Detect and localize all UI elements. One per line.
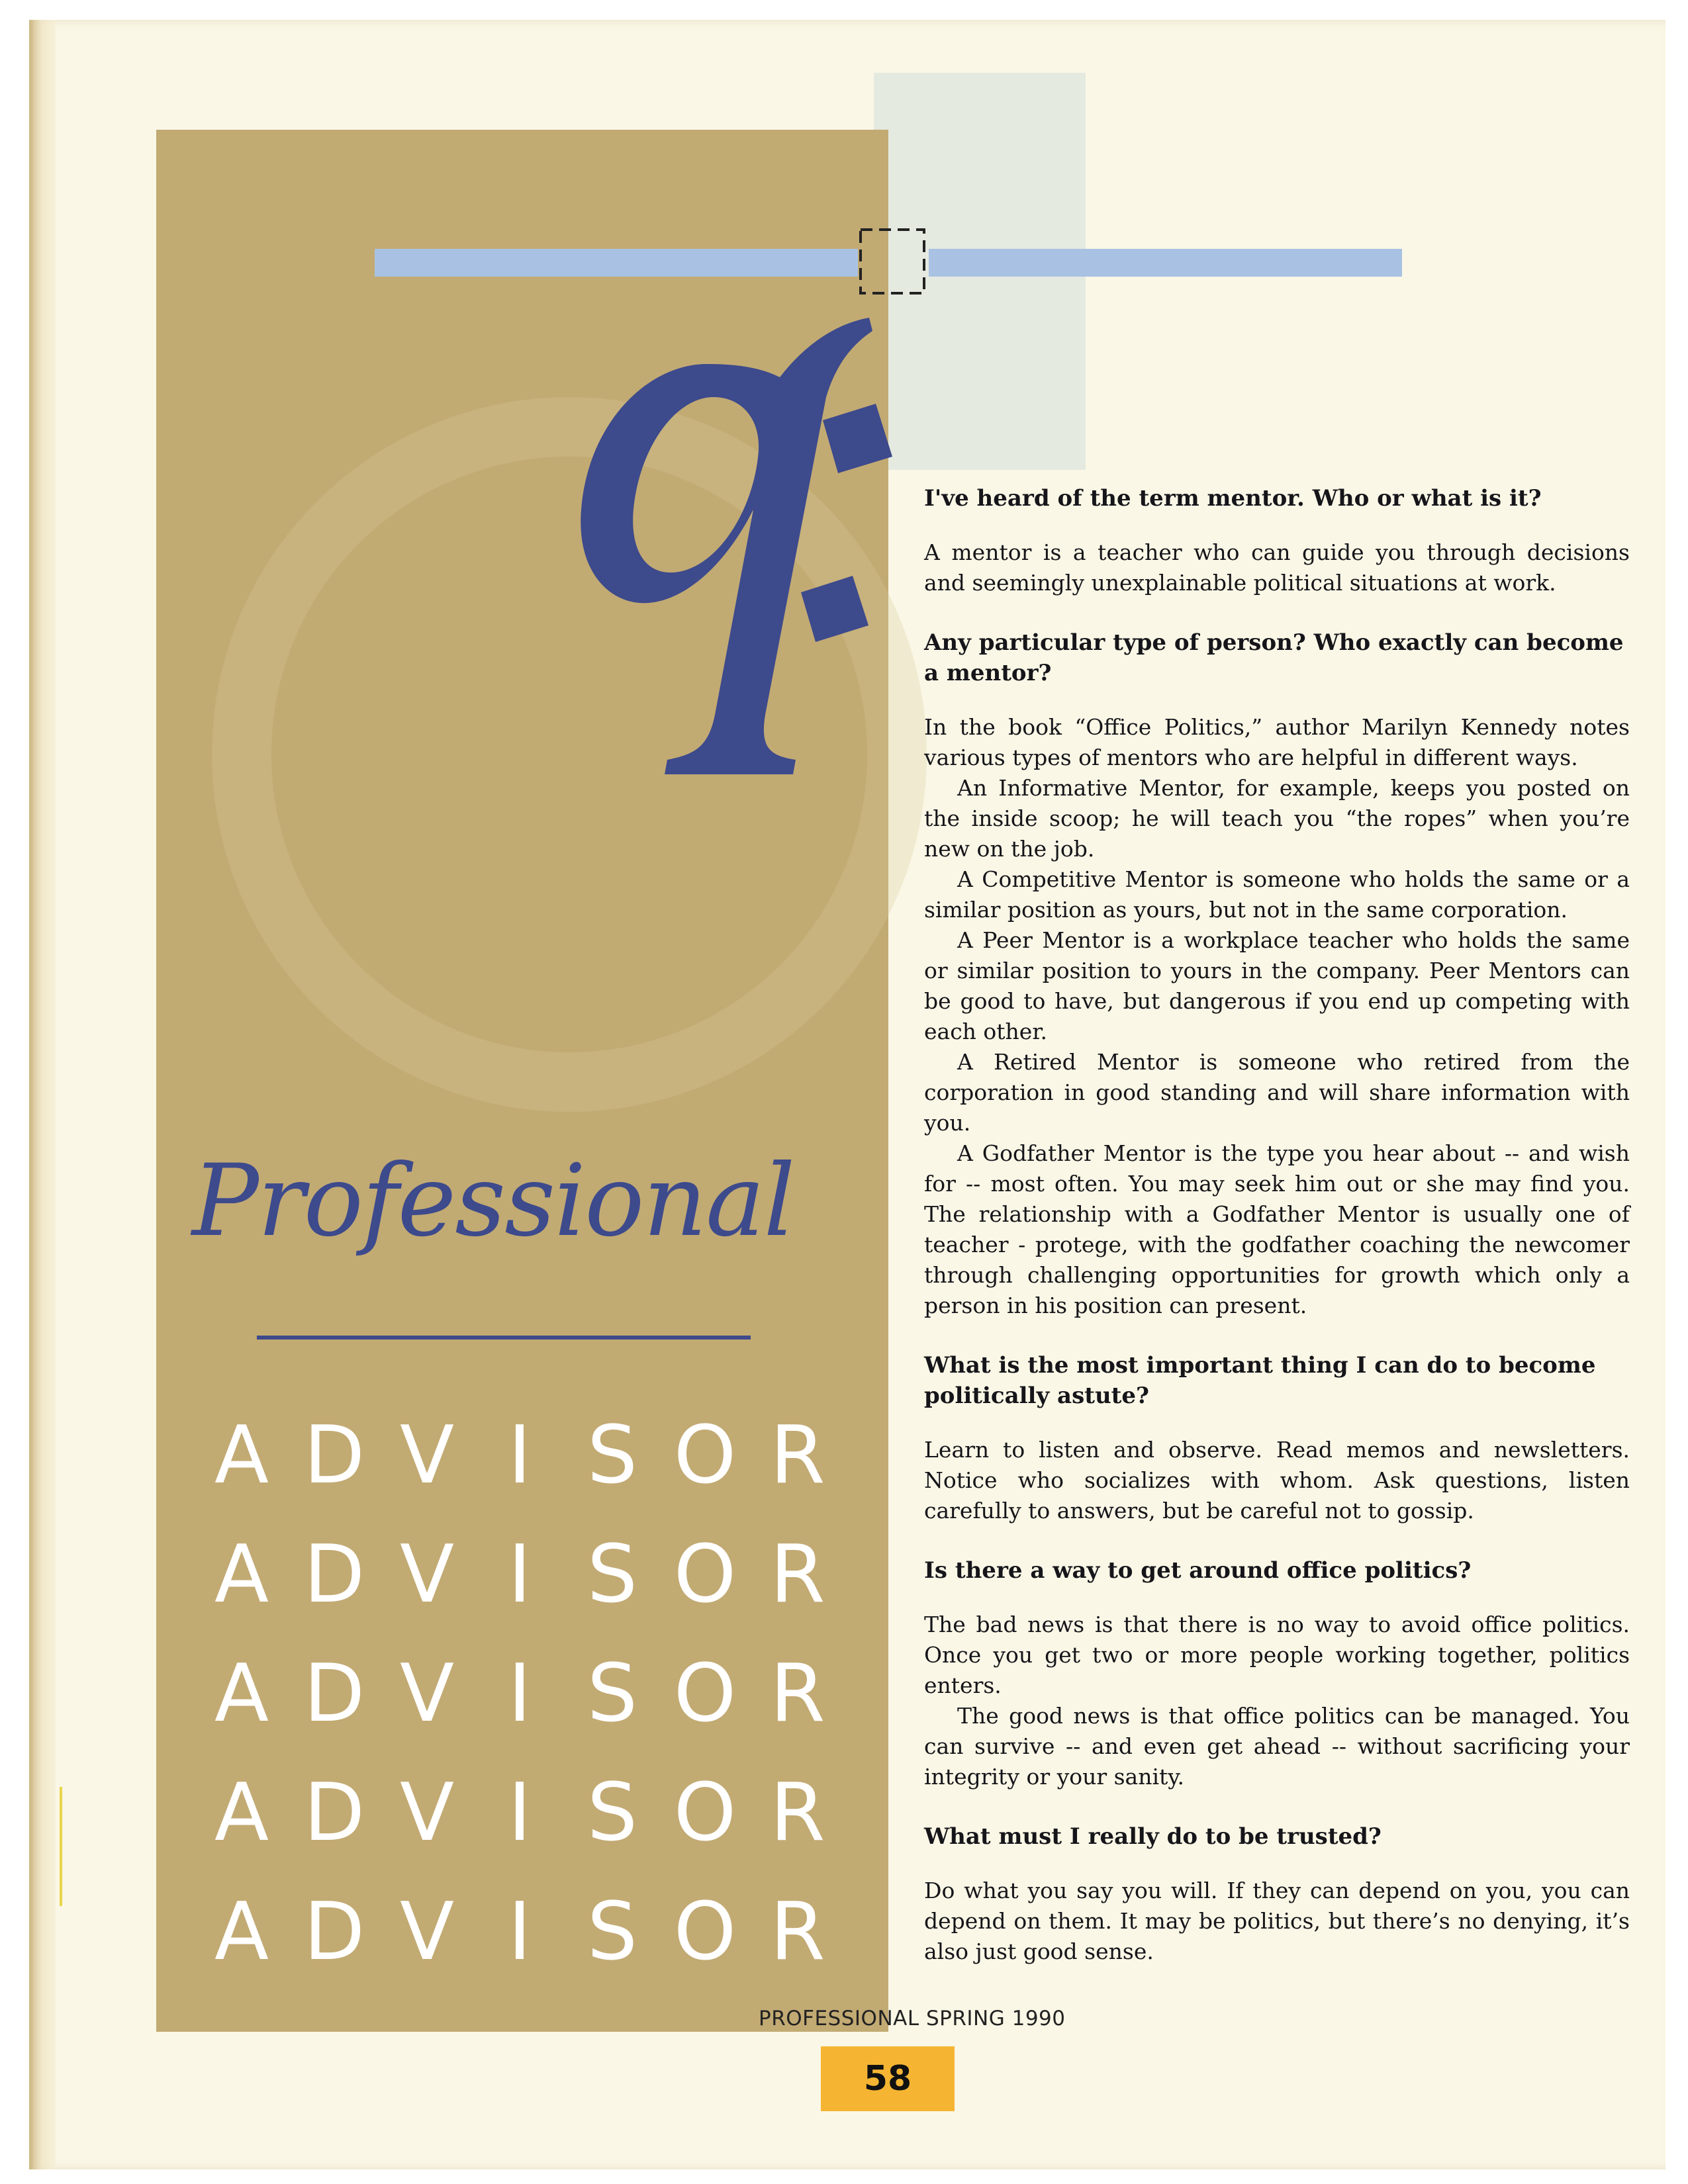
answer-paragraph: A Retired Mentor is someone who retired from the corporation in good standing and will share information with you. [924,1049,1630,1136]
header-bar-right [929,249,1402,277]
answer-paragraph: Learn to listen and observe. Read memos and newsletters. Notice who socializes with whom. Ask questions, listen carefully to answers, but be careful not to gossip. [924,1437,1630,1524]
question-heading: Is there a way to get around office politics? [924,1557,1472,1584]
page-spine-shadow [29,20,56,2169]
title-professional: Professional [192,1144,794,1259]
question-heading: I've heard of the term mentor. Who or what is it? [924,485,1542,512]
advisor-word: A D V I S O R [214,1648,825,1740]
answer-paragraph: A mentor is a teacher who can guide you through decisions and seemingly unexplainable political situations at work. [924,539,1630,596]
question-heading: Any particular type of person? Who exactly can become a mentor? [924,629,1624,686]
advisor-word: A D V I S O R [214,1767,825,1859]
header-bar-left [375,249,858,277]
answer-block [924,1876,1630,1967]
advisor-word: A D V I S O R [214,1886,825,1978]
answer-paragraph: A Peer Mentor is a workplace teacher who holds the same or similar position to yours in the company. Peer Mentors can be good to have, but dangerous if you end up competing with each other. [924,927,1630,1044]
page-number-badge: 58 [821,2046,955,2111]
advisor-word: A D V I S O R [214,1529,825,1621]
question-heading: What is the most important thing I can do to become politically astute? [924,1352,1596,1409]
answer-paragraph: An Informative Mentor, for example, keeps you posted on the inside scoop; he will teach you “the ropes” when you’re new on the job. [924,775,1630,862]
publication-footer: PROFESSIONAL SPRING 1990 [759,2007,1066,2030]
crop-marks-icon [858,227,927,296]
answer-paragraph: The good news is that office politics can be managed. You can survive -- and even get ahead -- without sacrificing your integrity or your sanity. [924,1703,1630,1790]
advisor-repeat-block [202,1396,837,1992]
answer-block [924,712,1630,1321]
answer-paragraph: The bad news is that there is no way to avoid office politics. Once you get two or more people working together, politics enters. [924,1612,1630,1698]
answer-paragraph: A Godfather Mentor is the type you hear about -- and wish for -- most often. You may seek him out or she may find you. The relationship with a Godfather Mentor is usually one of teacher - protege, with the godfather coaching the newcomer through challenging opportunities for growth which only a person in his position can present. [924,1140,1630,1318]
answer-paragraph: In the book “Office Politics,” author Marilyn Kennedy notes various types of mentors who are helpful in different ways. [924,714,1630,770]
answer-paragraph: A Competitive Mentor is someone who holds the same or a similar position as yours, but not in the same corporation. [924,866,1630,923]
title-rule [257,1336,751,1340]
advisor-word: A D V I S O R [214,1410,825,1502]
highlighter-mark [60,1787,62,1906]
qa-article [924,483,1630,1996]
answer-block [924,1610,1630,1792]
question-heading: What must I really do to be trusted? [924,1823,1382,1850]
answer-block [924,1435,1630,1526]
q-drop-glyph [541,291,952,807]
answer-block [924,537,1630,598]
answer-paragraph: Do what you say you will. If they can depend on you, you can depend on them. It may be politics, but there’s no denying, it’s also just good sense. [924,1878,1630,1964]
